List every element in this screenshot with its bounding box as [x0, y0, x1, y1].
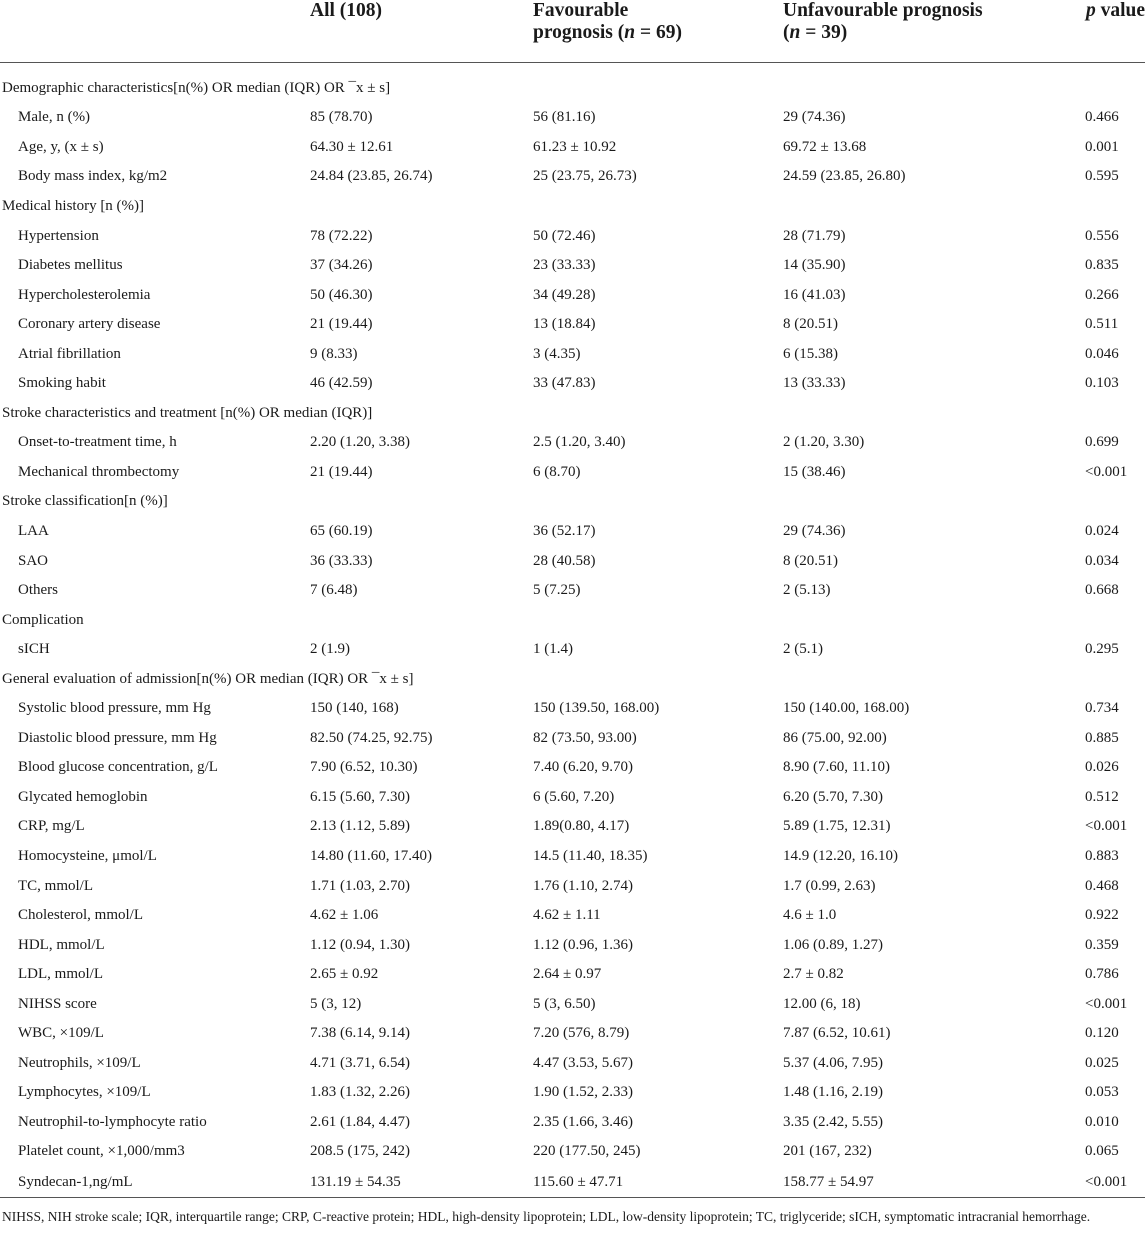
table-row: [0, 900, 1145, 930]
cell-favourable: 61.23 ± 10.92: [533, 138, 617, 155]
cell-unfavourable: 4.6 ± 1.0: [783, 907, 837, 924]
table-row: [0, 132, 1145, 162]
header-all-column: All (108): [307, 0, 530, 63]
cell-all: 64.30 ± 12.61: [310, 138, 394, 155]
cell-p-value: 0.699: [1085, 434, 1119, 451]
cell-favourable: 150 (139.50, 168.00): [533, 700, 660, 717]
row-label: Coronary artery disease: [18, 316, 161, 333]
table-row: [0, 1019, 1145, 1049]
cell-unfavourable: 158.77 ± 54.97: [780, 1166, 1060, 1198]
cell-all: 2.20 (1.20, 3.38): [310, 434, 410, 451]
table-row: [0, 221, 1145, 251]
cell-unfavourable: 86 (75.00, 92.00): [783, 729, 887, 746]
table-row: [0, 1078, 1145, 1108]
row-label: HDL, mmol/L: [18, 936, 105, 953]
table-row: [0, 1107, 1145, 1137]
table-row: [0, 989, 1145, 1019]
row-label: CRP, mg/L: [18, 818, 85, 835]
row-label: SAO: [18, 552, 49, 569]
cell-p-value: 0.025: [1085, 1054, 1119, 1071]
header-favourable-prefix: prognosis (: [533, 22, 625, 43]
section-row: [0, 63, 1145, 103]
row-label: Male, n (%): [18, 109, 91, 126]
header-unfavourable-line1: Unfavourable prognosis: [783, 0, 983, 21]
cell-unfavourable: 3.35 (2.42, 5.55): [783, 1113, 883, 1130]
cell-favourable: 4.47 (3.53, 5.67): [533, 1054, 633, 1071]
row-label: WBC, ×109/L: [18, 1025, 104, 1042]
cell-unfavourable: 6.20 (5.70, 7.30): [783, 788, 883, 805]
header-favourable-column: [530, 0, 780, 63]
row-label: Blood glucose concentration, g/L: [18, 759, 218, 776]
table-row: [0, 693, 1145, 723]
cell-all: 208.5 (175, 242): [310, 1143, 410, 1160]
cell-unfavourable: 12.00 (6, 18): [783, 995, 861, 1012]
cell-all: 2.61 (1.84, 4.47): [310, 1113, 410, 1130]
table-row: [0, 1166, 1145, 1198]
cell-p-value: 0.466: [1085, 109, 1119, 126]
row-label: Lymphocytes, ×109/L: [18, 1084, 151, 1101]
table-row: [0, 871, 1145, 901]
section-row: [0, 191, 1145, 221]
cell-unfavourable: 6 (15.38): [783, 345, 838, 362]
cell-p-value: 0.024: [1085, 522, 1119, 539]
cell-p-value: 0.053: [1085, 1084, 1119, 1101]
row-label: NIHSS score: [18, 995, 97, 1012]
cell-all: 7 (6.48): [310, 582, 358, 599]
row-label: Onset-to-treatment time, h: [18, 434, 177, 451]
cell-favourable: 6 (8.70): [533, 463, 581, 480]
cell-p-value: 0.511: [1085, 316, 1119, 333]
cell-p-value: <0.001: [1085, 463, 1128, 480]
cell-unfavourable: 7.87 (6.52, 10.61): [783, 1025, 891, 1042]
table-row: [0, 280, 1145, 310]
cell-all: 46 (42.59): [310, 375, 373, 392]
cell-all: 14.80 (11.60, 17.40): [310, 847, 432, 864]
cell-unfavourable: 5.89 (1.75, 12.31): [783, 818, 891, 835]
table-row: [0, 1137, 1145, 1167]
header-label-column: [0, 0, 307, 63]
cell-all: 5 (3, 12): [310, 995, 362, 1012]
table-row: [0, 723, 1145, 753]
cell-all: 4.62 ± 1.06: [310, 907, 379, 924]
header-favourable-n: n: [624, 22, 636, 43]
cell-favourable: 1 (1.4): [533, 641, 573, 658]
header-favourable-line1: Favourable: [533, 0, 629, 21]
cell-p-value: 0.359: [1085, 936, 1119, 953]
cell-unfavourable: 201 (167, 232): [783, 1143, 872, 1160]
header-p-rest: value: [1095, 0, 1145, 21]
cell-unfavourable: 2 (5.1): [783, 641, 823, 658]
cell-p-value: 0.295: [1085, 641, 1119, 658]
cell-p-value: 0.034: [1085, 552, 1119, 569]
cell-favourable: 4.62 ± 1.11: [533, 907, 601, 924]
cell-favourable: 2.35 (1.66, 3.46): [533, 1113, 633, 1130]
row-label: Age, y, (x ± s): [18, 138, 104, 155]
row-label: Body mass index, kg/m2: [18, 168, 168, 185]
table-row: [0, 546, 1145, 576]
table-body: [0, 63, 1145, 1198]
table-row: [0, 516, 1145, 546]
row-label: Neutrophil-to-lymphocyte ratio: [18, 1113, 207, 1130]
header-unfavourable-column: [780, 0, 1060, 63]
cell-unfavourable: 29 (74.36): [783, 522, 846, 539]
cell-unfavourable: 24.59 (23.85, 26.80): [783, 168, 906, 185]
cell-all: 50 (46.30): [310, 286, 373, 303]
cell-favourable: 13 (18.84): [533, 316, 596, 333]
cell-favourable: 34 (49.28): [533, 286, 596, 303]
cell-p-value: 0.595: [1085, 168, 1119, 185]
row-label: Mechanical thrombectomy: [18, 463, 180, 480]
cell-unfavourable: 1.06 (0.89, 1.27): [783, 936, 883, 953]
header-p-value-column: [1060, 0, 1145, 63]
table-header: [0, 0, 1145, 63]
cell-all: 9 (8.33): [310, 345, 358, 362]
cell-p-value: <0.001: [1060, 1166, 1145, 1198]
cell-favourable: 56 (81.16): [533, 109, 596, 126]
row-label: LDL, mmol/L: [18, 966, 103, 983]
row-label: Systolic blood pressure, mm Hg: [18, 700, 211, 717]
cell-favourable: 6 (5.60, 7.20): [533, 788, 615, 805]
cell-unfavourable: 2.7 ± 0.82: [783, 966, 844, 983]
cell-all: 24.84 (23.85, 26.74): [310, 168, 433, 185]
cell-favourable: 5 (7.25): [533, 582, 581, 599]
cell-favourable: 3 (4.35): [533, 345, 581, 362]
cell-all: 2.13 (1.12, 5.89): [310, 818, 410, 835]
cell-unfavourable: 2 (1.20, 3.30): [783, 434, 865, 451]
header-unfavourable-prefix: (: [783, 22, 790, 43]
cell-favourable: 1.89(0.80, 4.17): [533, 818, 630, 835]
cell-favourable: 1.76 (1.10, 2.74): [533, 877, 633, 894]
cell-all: 4.71 (3.71, 6.54): [310, 1054, 410, 1071]
row-label: Syndecan-1,ng/mL: [0, 1166, 307, 1198]
row-label: Cholesterol, mmol/L: [18, 907, 143, 924]
cell-unfavourable: 69.72 ± 13.68: [783, 138, 867, 155]
table-footnote: NIHSS, NIH stroke scale; IQR, interquartile range; CRP, C-reactive protein; HDL, high-density lipoprotein; LDL, low-density lipoprotein; TC, triglyceride; sICH, symptomatic intracranial hemorrhage.: [2, 1209, 1091, 1225]
cell-favourable: 1.90 (1.52, 2.33): [533, 1084, 633, 1101]
cell-unfavourable: 13 (33.33): [783, 375, 846, 392]
cell-p-value: 0.266: [1085, 286, 1119, 303]
section-row: [0, 398, 1145, 428]
cell-favourable: 25 (23.75, 26.73): [533, 168, 637, 185]
cell-p-value: <0.001: [1085, 818, 1128, 835]
cell-p-value: 0.065: [1085, 1143, 1119, 1160]
cell-unfavourable: 8 (20.51): [783, 316, 838, 333]
section-label: Complication: [2, 611, 84, 628]
cell-all: 7.38 (6.14, 9.14): [310, 1025, 410, 1042]
cell-p-value: 0.512: [1085, 788, 1119, 805]
row-label: Diastolic blood pressure, mm Hg: [18, 729, 217, 746]
cell-unfavourable: 8.90 (7.60, 11.10): [783, 759, 890, 776]
table-row: [0, 309, 1145, 339]
header-row: [0, 0, 1145, 63]
cell-p-value: 0.835: [1085, 257, 1119, 274]
section-row: [0, 487, 1145, 517]
cell-p-value: 0.046: [1085, 345, 1119, 362]
cell-p-value: 0.668: [1085, 582, 1119, 599]
cell-p-value: 0.556: [1085, 227, 1119, 244]
table-row: [0, 457, 1145, 487]
cell-favourable: 50 (72.46): [533, 227, 596, 244]
cell-all: 1.71 (1.03, 2.70): [310, 877, 410, 894]
cell-unfavourable: 16 (41.03): [783, 286, 846, 303]
header-favourable-suffix: = 69): [635, 22, 682, 43]
cell-unfavourable: 29 (74.36): [783, 109, 846, 126]
cell-all: 1.83 (1.32, 2.26): [310, 1084, 410, 1101]
cell-favourable: 1.12 (0.96, 1.36): [533, 936, 633, 953]
table-row: [0, 162, 1145, 192]
section-row: [0, 605, 1145, 635]
cell-all: 78 (72.22): [310, 227, 373, 244]
table-row: [0, 841, 1145, 871]
cell-unfavourable: 2 (5.13): [783, 582, 831, 599]
cell-all: 1.12 (0.94, 1.30): [310, 936, 410, 953]
cell-all: 150 (140, 168): [310, 700, 399, 717]
row-label: Platelet count, ×1,000/mm3: [18, 1143, 185, 1160]
table-row: [0, 428, 1145, 458]
table-row: [0, 634, 1145, 664]
cell-all: 37 (34.26): [310, 257, 373, 274]
table-row: [0, 1048, 1145, 1078]
cell-all: 7.90 (6.52, 10.30): [310, 759, 418, 776]
cell-unfavourable: 150 (140.00, 168.00): [783, 700, 910, 717]
cell-p-value: 0.885: [1085, 729, 1119, 746]
table-row: [0, 575, 1145, 605]
cell-p-value: 0.786: [1085, 966, 1119, 983]
row-label: LAA: [18, 522, 49, 539]
table-row: [0, 930, 1145, 960]
row-label: Others: [18, 582, 58, 599]
row-label: Neutrophils, ×109/L: [18, 1054, 141, 1071]
cell-favourable: 2.64 ± 0.97: [533, 966, 602, 983]
cell-p-value: 0.026: [1085, 759, 1119, 776]
cell-p-value: 0.120: [1085, 1025, 1119, 1042]
cell-favourable: 220 (177.50, 245): [533, 1143, 641, 1160]
cell-favourable: 7.20 (576, 8.79): [533, 1025, 630, 1042]
table-row: [0, 782, 1145, 812]
cell-all: 2.65 ± 0.92: [310, 966, 379, 983]
cell-favourable: 7.40 (6.20, 9.70): [533, 759, 633, 776]
row-label: Atrial fibrillation: [18, 345, 121, 362]
table-row: [0, 339, 1145, 369]
cell-all: 65 (60.19): [310, 522, 373, 539]
cell-p-value: 0.734: [1085, 700, 1119, 717]
cell-all: 6.15 (5.60, 7.30): [310, 788, 410, 805]
cell-all: 21 (19.44): [310, 316, 373, 333]
cell-unfavourable: 28 (71.79): [783, 227, 846, 244]
cell-unfavourable: 14 (35.90): [783, 257, 846, 274]
section-label: General evaluation of admission[n(%) OR median (IQR) OR ¯x ± s]: [2, 670, 414, 687]
cell-favourable: 14.5 (11.40, 18.35): [533, 847, 648, 864]
row-label: Homocysteine, μmol/L: [18, 847, 157, 864]
section-row: [0, 664, 1145, 694]
row-label: Hypercholesterolemia: [18, 286, 151, 303]
cell-all: 131.19 ± 54.35: [307, 1166, 530, 1198]
row-label: Diabetes mellitus: [18, 257, 123, 274]
table-row: [0, 368, 1145, 398]
row-label: TC, mmol/L: [18, 877, 93, 894]
cell-unfavourable: 1.48 (1.16, 2.19): [783, 1084, 883, 1101]
cell-p-value: 0.468: [1085, 877, 1119, 894]
cell-p-value: 0.001: [1085, 138, 1119, 155]
cell-unfavourable: 14.9 (12.20, 16.10): [783, 847, 898, 864]
cell-p-value: 0.922: [1085, 907, 1119, 924]
cell-unfavourable: 5.37 (4.06, 7.95): [783, 1054, 883, 1071]
header-unfavourable-n: n: [789, 22, 801, 43]
table-row: [0, 753, 1145, 783]
section-label: Stroke characteristics and treatment [n(%) OR median (IQR)]: [2, 404, 373, 421]
header-unfavourable-suffix: = 39): [800, 22, 848, 43]
cell-p-value: <0.001: [1085, 995, 1128, 1012]
cell-favourable: 5 (3, 6.50): [533, 995, 596, 1012]
table-row: [0, 812, 1145, 842]
table-row: [0, 959, 1145, 989]
table-row: [0, 103, 1145, 133]
cell-unfavourable: 1.7 (0.99, 2.63): [783, 877, 876, 894]
cell-favourable: 28 (40.58): [533, 552, 596, 569]
section-label: Stroke classification[n (%)]: [2, 493, 168, 510]
cell-all: 36 (33.33): [310, 552, 373, 569]
row-label: Glycated hemoglobin: [18, 788, 148, 805]
cell-favourable: 23 (33.33): [533, 257, 596, 274]
cell-unfavourable: 15 (38.46): [783, 463, 846, 480]
row-label: sICH: [18, 641, 50, 658]
cell-p-value: 0.883: [1085, 847, 1119, 864]
cell-p-value: 0.010: [1085, 1113, 1119, 1130]
row-label: Hypertension: [18, 227, 99, 244]
cell-favourable: 2.5 (1.20, 3.40): [533, 434, 626, 451]
cell-all: 85 (78.70): [310, 109, 373, 126]
cell-favourable: 33 (47.83): [533, 375, 596, 392]
header-p-italic: p: [1085, 0, 1096, 21]
cell-all: 21 (19.44): [310, 463, 373, 480]
section-label: Medical history [n (%)]: [2, 197, 145, 214]
row-label: Smoking habit: [18, 375, 106, 392]
cell-p-value: 0.103: [1085, 375, 1119, 392]
cell-favourable: 36 (52.17): [533, 522, 596, 539]
cell-unfavourable: 8 (20.51): [783, 552, 838, 569]
section-label: Demographic characteristics[n(%) OR median (IQR) OR ¯x ± s]: [2, 79, 391, 96]
cell-favourable: 82 (73.50, 93.00): [533, 729, 637, 746]
table-row: [0, 250, 1145, 280]
cell-all: 2 (1.9): [310, 641, 350, 658]
cell-all: 82.50 (74.25, 92.75): [310, 729, 433, 746]
cell-favourable: 115.60 ± 47.71: [530, 1166, 780, 1198]
